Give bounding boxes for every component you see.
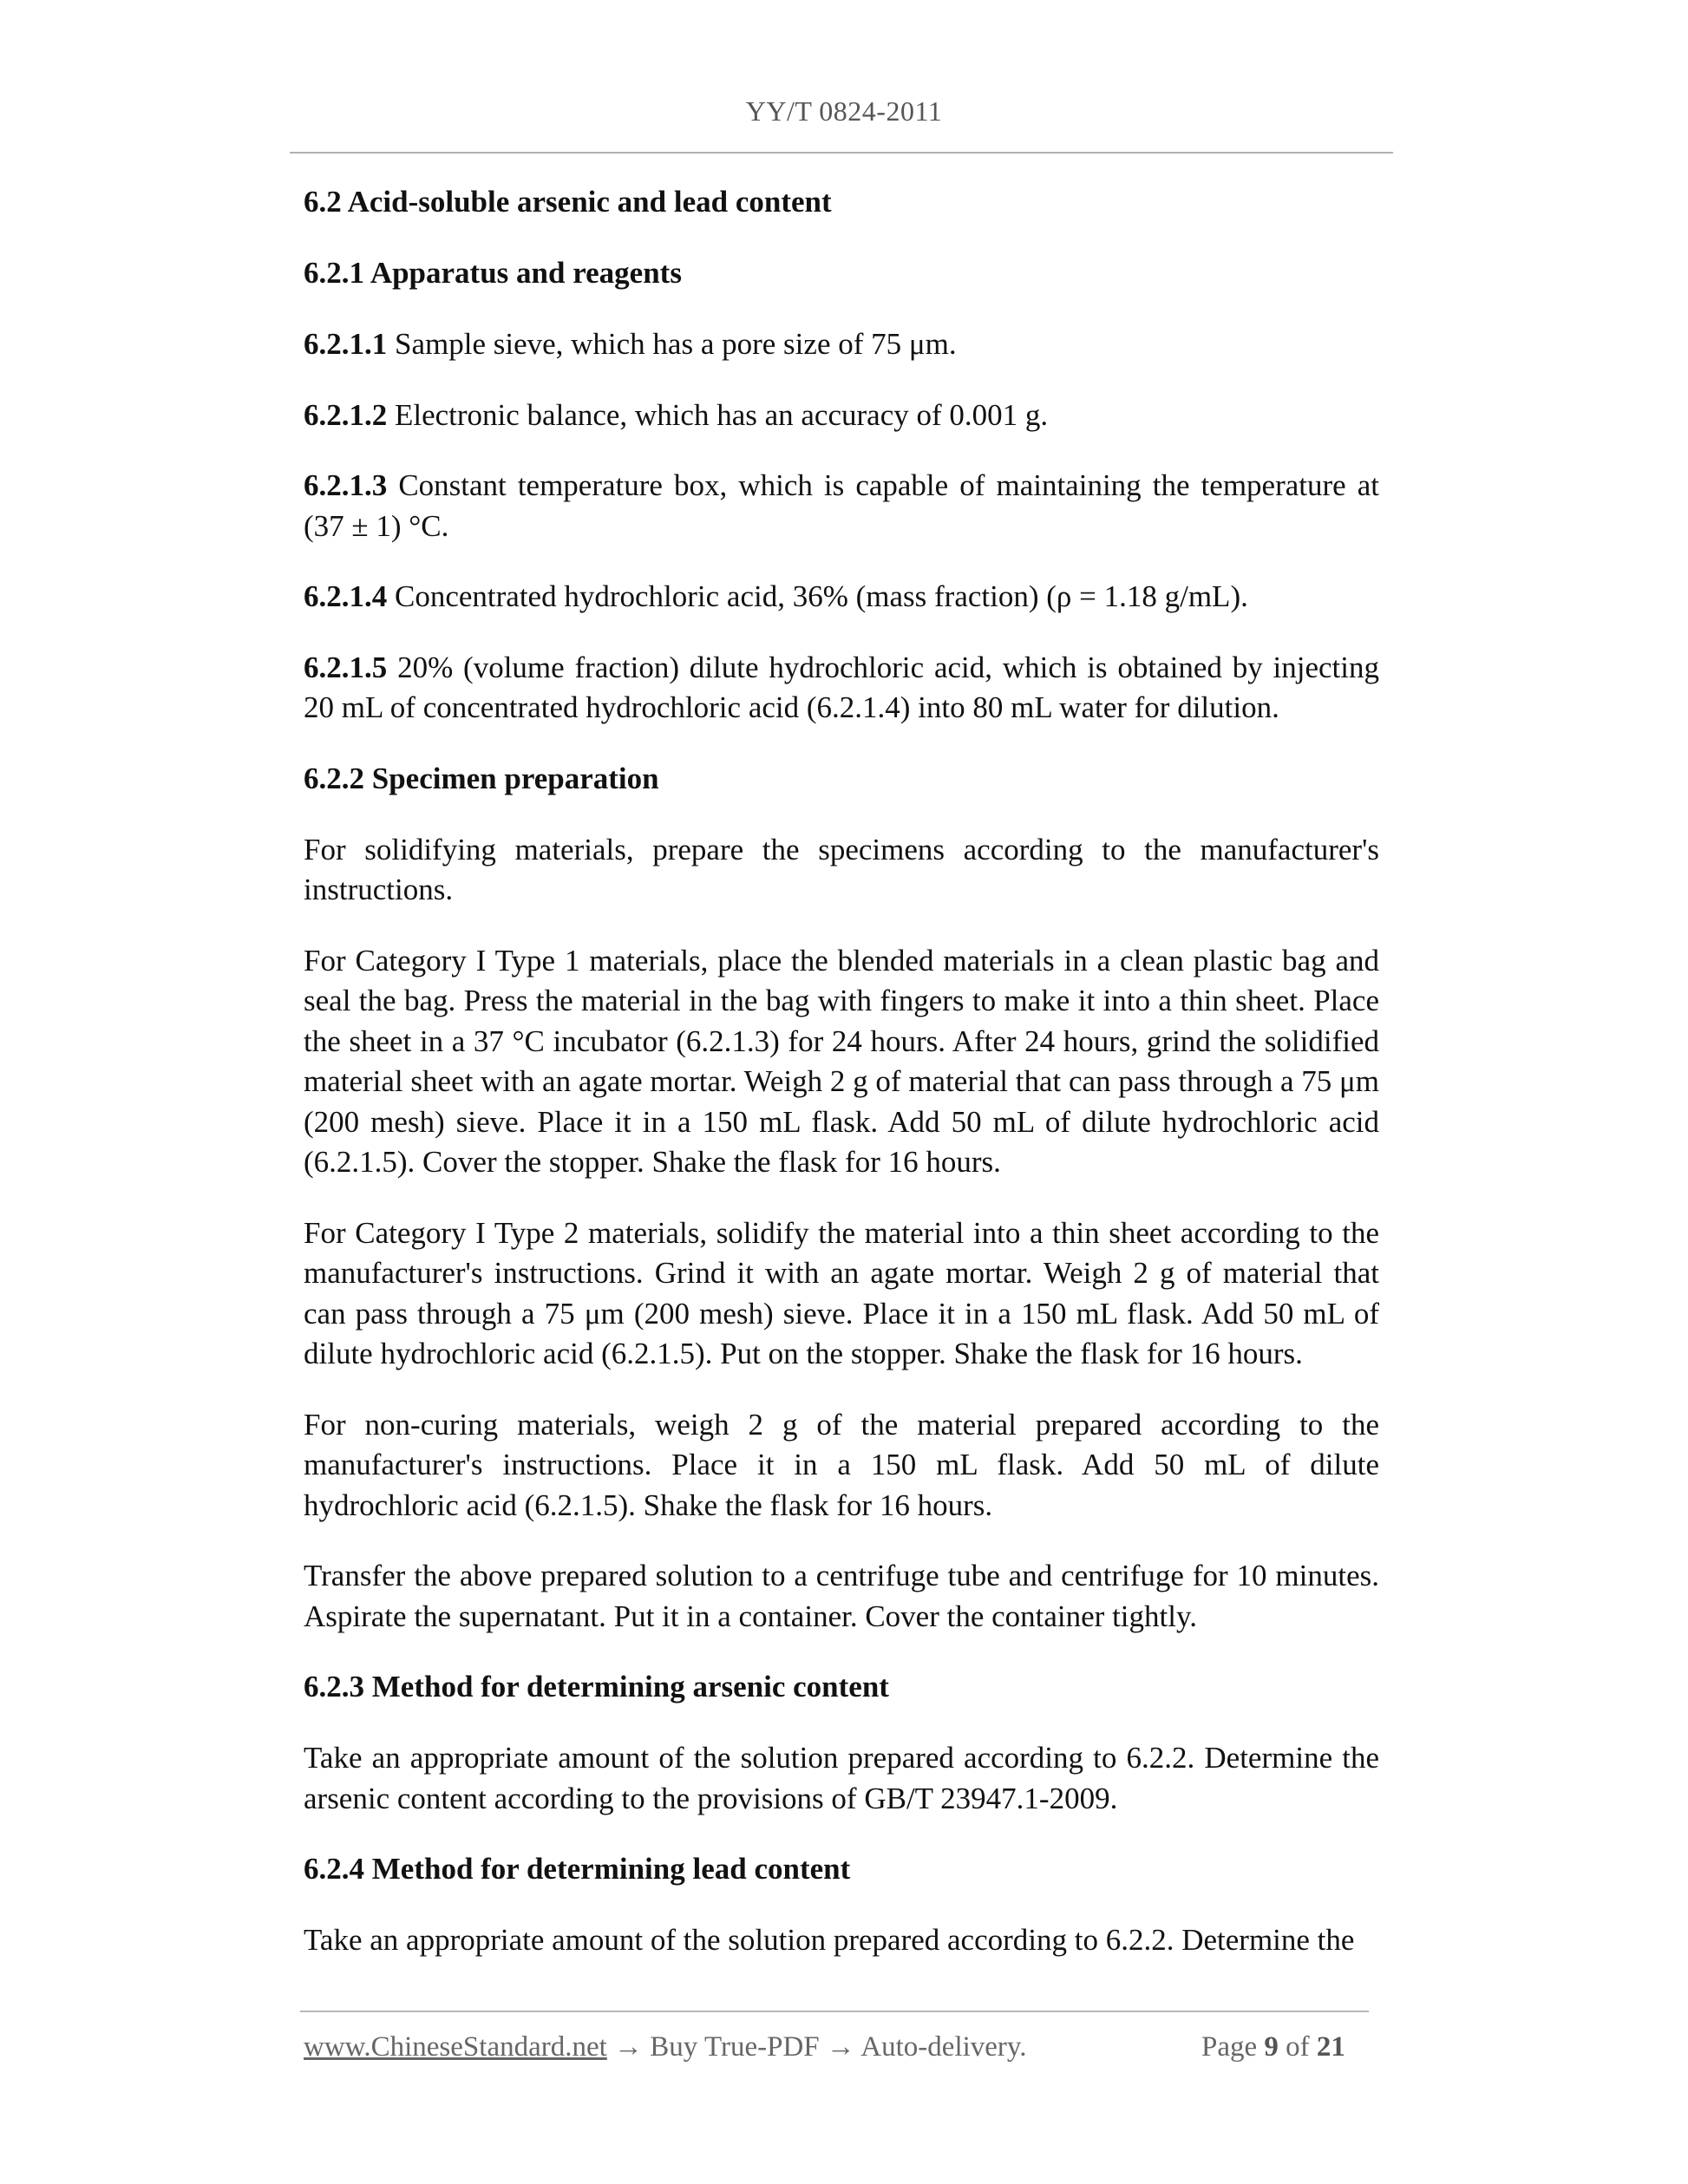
footer-divider [300,2011,1369,2012]
item-number: 6.2.1.1 [304,327,388,361]
item-text: Sample sieve, which has a pore size of 75 μm. [387,327,957,361]
item-6-2-1-5 [304,648,1379,729]
item-6-2-1-2 [304,396,1379,436]
page-total: 21 [1316,2031,1345,2063]
item-text: Electronic balance, which has an accuracy of 0.001 g. [387,397,1049,432]
item-text: Constant temperature box, which is capable of maintaining the temperature at (37 ± 1) °C. [304,468,1379,543]
document-body [304,182,1379,1991]
website-link[interactable]: www.ChineseStandard.net [304,2031,607,2063]
item-6-2-1-3 [304,466,1379,546]
section-heading-6-2-3: 6.2.3 Method for determining arsenic content [304,1670,889,1703]
item-number: 6.2.1.3 [304,468,388,502]
paragraph: For Category I Type 1 materials, place the blended materials in a clean plastic bag and seal the bag. Press the material in the bag with fingers to make it into a thin sheet. Place the sheet in a 37 °C incubator (6.2.1.3) for 24 hours. After 24 hours, grind the solidified material sheet with an agate mortar. Weigh 2 g of material that can pass through a 75 μm (200 mesh) sieve. Place it in a 150 mL flask. Add 50 mL of dilute hydrochloric acid (6.2.1.5). Cover the stopper. Shake the flask for 16 hours. [304,943,1379,1179]
section-heading-6-2-2: 6.2.2 Specimen preparation [304,761,659,795]
paragraph: For non-curing materials, weigh 2 g of the material prepared according to the manufacturer's instructions. Place it in a 150 mL flask. Add 50 mL of dilute hydrochloric acid (6.2.1.5). Shake the flask for 16 hours. [304,1407,1379,1522]
paragraph: Transfer the above prepared solution to a centrifuge tube and centrifuge for 10 minutes. Aspirate the supernatant. Put it in a container. Cover the container tightly. [304,1559,1379,1633]
item-number: 6.2.1.4 [304,579,388,613]
item-text: Concentrated hydrochloric acid, 36% (mass fraction) (ρ = 1.18 g/mL). [387,579,1248,613]
item-text: 20% (volume fraction) dilute hydrochloric acid, which is obtained by injecting 20 mL of concentrated hydrochloric acid (6.2.1.4) into 80 mL water for dilution. [304,650,1379,724]
page-indicator [1201,2031,1345,2063]
footer-tagline: → Buy True-PDF → Auto-delivery. [606,2031,1027,2063]
footer-promo [304,2031,1027,2063]
item-6-2-1-4 [304,577,1379,618]
paragraph: Take an appropriate amount of the solution prepared according to 6.2.2. Determine the [304,1923,1355,1957]
item-number: 6.2.1.2 [304,397,388,432]
page-of: of [1286,2031,1310,2063]
item-6-2-1-1 [304,324,1379,365]
section-heading-6-2-4: 6.2.4 Method for determining lead content [304,1852,851,1886]
paragraph: For Category I Type 2 materials, solidify the material into a thin sheet according to the manufacturer's instructions. Grind it with an agate mortar. Weigh 2 g of material that can pass through a 75 μm (200 mesh) sieve. Place it in a 150 mL flask. Add 50 mL of dilute hydrochloric acid (6.2.1.5). Put on the stopper. Shake the flask for 16 hours. [304,1215,1379,1370]
paragraph: For solidifying materials, prepare the specimens according to the manufacturer's instructions. [304,832,1379,906]
document-code-header: YY/T 0824-2011 [745,95,943,127]
page-current: 9 [1264,2031,1279,2063]
item-number: 6.2.1.5 [304,650,388,684]
paragraph: Take an appropriate amount of the solution prepared according to 6.2.2. Determine the arsenic content according to the provisions of GB/T 23947.1-2009. [304,1741,1379,1815]
header-divider [290,152,1393,154]
section-heading-6-2: 6.2 Acid-soluble arsenic and lead content [304,185,832,219]
page-label: Page [1201,2031,1258,2063]
section-heading-6-2-1: 6.2.1 Apparatus and reagents [304,256,682,290]
